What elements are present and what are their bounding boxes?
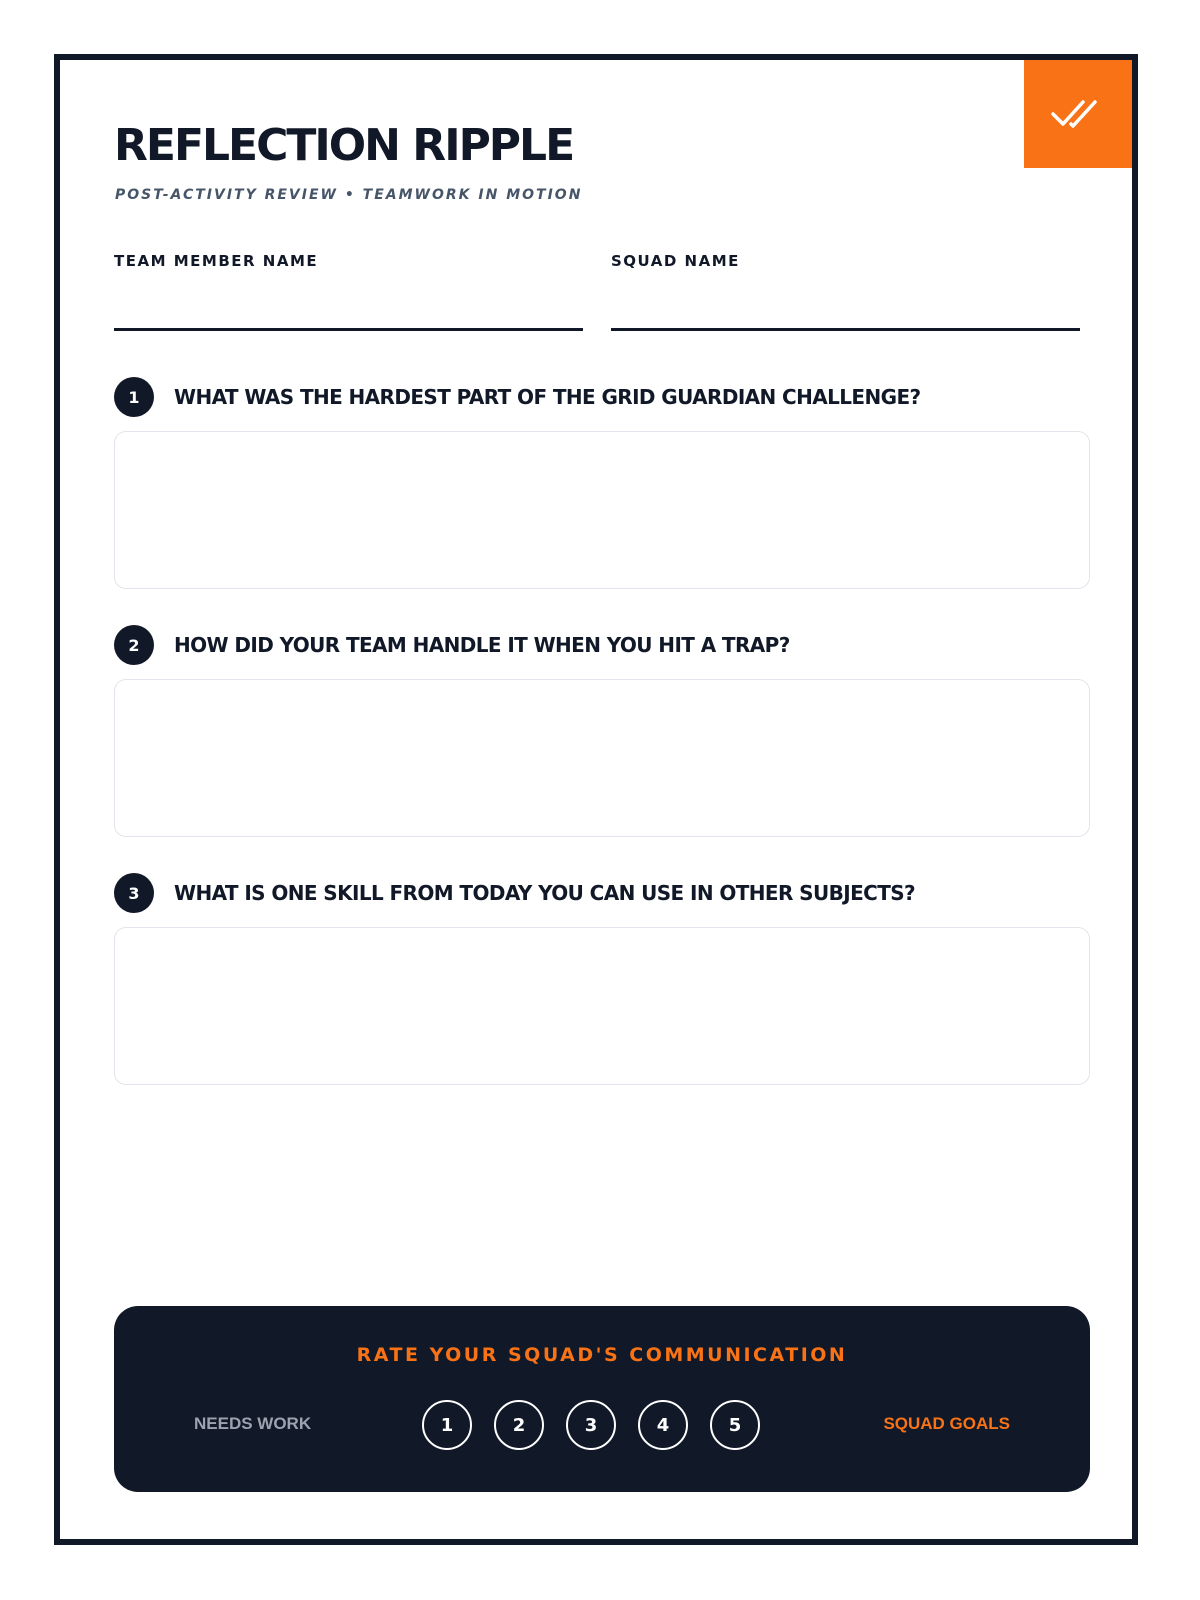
rating-option-5[interactable]: 5 [710,1400,760,1450]
reflection-sheet [54,54,1138,1545]
rating-option-4[interactable]: 4 [638,1400,688,1450]
scale-low-label: NEEDS WORK [194,1414,312,1433]
corner-badge [1024,60,1132,168]
scale-high-label: SQUAD GOALS [883,1414,1010,1433]
question-number-badge: 2 [114,625,154,665]
team-member-name-field[interactable] [114,252,583,332]
page-title: REFLECTION RIPPLE [114,120,574,171]
squad-name-underline [611,328,1080,331]
communication-rating-panel [114,1306,1090,1492]
answer-box-1[interactable] [114,431,1090,589]
question-text: WHAT IS ONE SKILL FROM TODAY YOU CAN USE IN OTHER SUBJECTS? [174,881,916,905]
rating-option-2[interactable]: 2 [494,1400,544,1450]
question-number-badge: 1 [114,377,154,417]
page-subtitle: POST-ACTIVITY REVIEW • TEAMWORK IN MOTION [115,187,583,203]
answer-box-2[interactable] [114,679,1090,837]
question-3 [114,873,1090,1085]
question-1 [114,377,1090,589]
squad-name-value[interactable] [611,270,1080,298]
team-member-name-label: TEAM MEMBER NAME [114,252,319,270]
question-2 [114,625,1090,837]
rating-option-3[interactable]: 3 [566,1400,616,1450]
answer-box-3[interactable] [114,927,1090,1085]
squad-name-field[interactable] [611,252,1080,332]
team-member-name-underline [114,328,583,331]
rating-options [422,1400,760,1450]
team-member-name-value[interactable] [114,270,583,298]
rating-title: RATE YOUR SQUAD'S COMMUNICATION [356,1344,848,1366]
rating-option-1[interactable]: 1 [422,1400,472,1450]
question-number-badge: 3 [114,873,154,913]
double-check-icon [1051,96,1105,132]
question-text: WHAT WAS THE HARDEST PART OF THE GRID GUARDIAN CHALLENGE? [174,385,921,409]
question-text: HOW DID YOUR TEAM HANDLE IT WHEN YOU HIT A TRAP? [174,633,790,657]
squad-name-label: SQUAD NAME [611,252,740,270]
